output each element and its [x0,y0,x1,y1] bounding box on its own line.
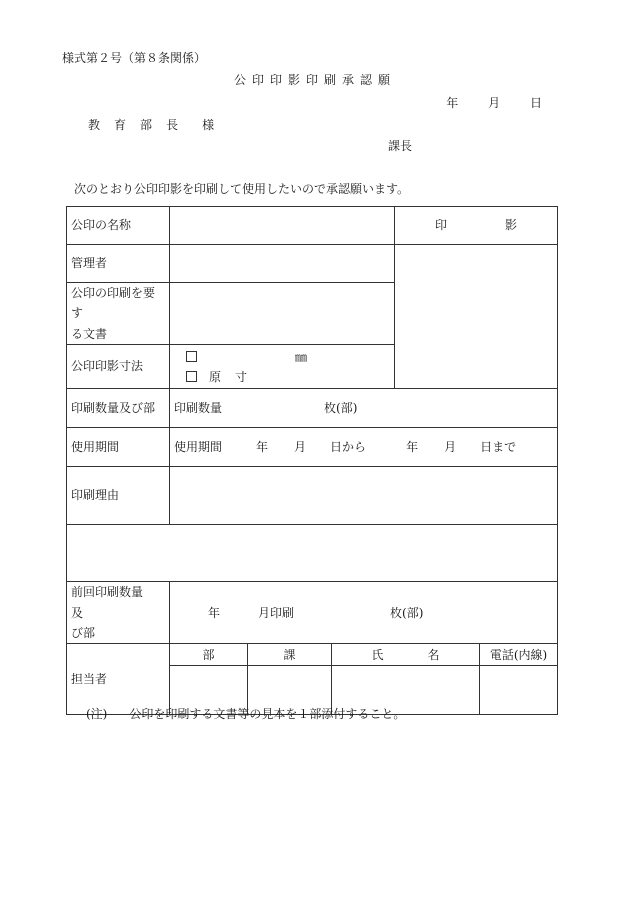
actual-size-char-b: 寸 [235,369,248,384]
addressee-char-1: 教 [88,118,101,132]
period-year-2: 年 [406,439,419,454]
col-dept-header: 部 [170,644,248,666]
quantity-label: 印刷数量及び部 [67,389,170,428]
note-text: 公印を印刷する文書等の見本を１部添付すること。 [129,707,406,721]
period-month-2: 月 [444,439,457,454]
seal-name-label: 公印の名称 [67,207,170,245]
footnote [86,708,405,720]
contact-phone-field[interactable] [480,666,558,715]
period-until: 日まで [480,439,517,454]
period-prefix: 使用期間 [174,439,223,454]
date-month: 月 [488,96,501,110]
applicant-title: 課長 [388,139,413,153]
document-label-line-1: 公印の印刷を要す [71,286,156,321]
document-title: 公印印影印刷承認願 [233,73,396,87]
previous-label [67,582,170,644]
row-reason [67,467,558,525]
col-phone-header: 電話(内線) [480,644,558,666]
quantity-unit: 枚(部) [324,400,358,415]
period-year: 年 [256,439,269,454]
manager-field[interactable] [170,245,395,283]
document-label [67,283,170,345]
date-year: 年 [446,96,459,110]
col-name-char-b: 名 [427,647,440,662]
note-lead: (注) [86,707,108,721]
previous-month-printed: 月印刷 [258,605,295,620]
actual-size-char-a: 原 [209,369,222,384]
col-name-header [332,644,480,666]
imprint-header [395,207,558,245]
form-number: 様式第２号（第８条関係） [62,51,207,65]
previous-field[interactable] [170,582,558,644]
row-quantity [67,389,558,428]
quantity-field[interactable] [170,389,558,428]
quantity-prefix: 印刷数量 [174,400,223,415]
date-line [420,97,542,109]
seal-name-field[interactable] [170,207,395,245]
addressee [88,119,214,131]
addressee-char-4: 長 [166,118,179,132]
size-unit: ㎜ [295,349,308,364]
addressee-char-2: 育 [114,118,127,132]
document-label-line-2: る文書 [71,326,108,341]
addressee-char-3: 部 [140,118,153,132]
row-period [67,428,558,467]
previous-unit: 枚(部) [390,605,424,620]
imprint-header-char-a: 印 [434,218,447,233]
checkbox-icon[interactable] [186,371,197,382]
size-options [170,345,395,389]
checkbox-icon[interactable] [186,351,197,362]
row-manager [67,245,558,283]
document-field[interactable] [170,283,395,345]
size-actual-option[interactable] [186,367,390,387]
contact-label: 担当者 [67,644,170,715]
previous-label-line-1: 前回印刷数量 及 [71,585,156,620]
col-name-char-a: 氏 [371,647,384,662]
period-month: 月 [294,439,307,454]
imprint-header-char-b: 影 [505,218,518,233]
row-reason-extra [67,525,558,582]
application-form-table [66,206,558,715]
previous-label-line-2: び部 [71,625,96,640]
reason-field[interactable] [170,467,558,525]
period-label: 使用期間 [67,428,170,467]
date-day: 日 [529,96,542,110]
col-section-header: 課 [248,644,332,666]
reason-extra-field[interactable] [67,525,558,582]
reason-label: 印刷理由 [67,467,170,525]
manager-label: 管理者 [67,245,170,283]
row-seal-name [67,207,558,245]
size-label: 公印印影寸法 [67,345,170,389]
size-mm-option[interactable] [186,347,390,367]
addressee-honorific: 様 [202,118,215,132]
previous-year: 年 [208,605,221,620]
row-previous [67,582,558,644]
row-contact-header [67,644,558,666]
imprint-box[interactable] [395,245,558,389]
period-field[interactable] [170,428,558,467]
period-from: 日から [330,439,367,454]
intro-text: 次のとおり公印印影を印刷して使用したいので承認願います。 [74,182,410,196]
